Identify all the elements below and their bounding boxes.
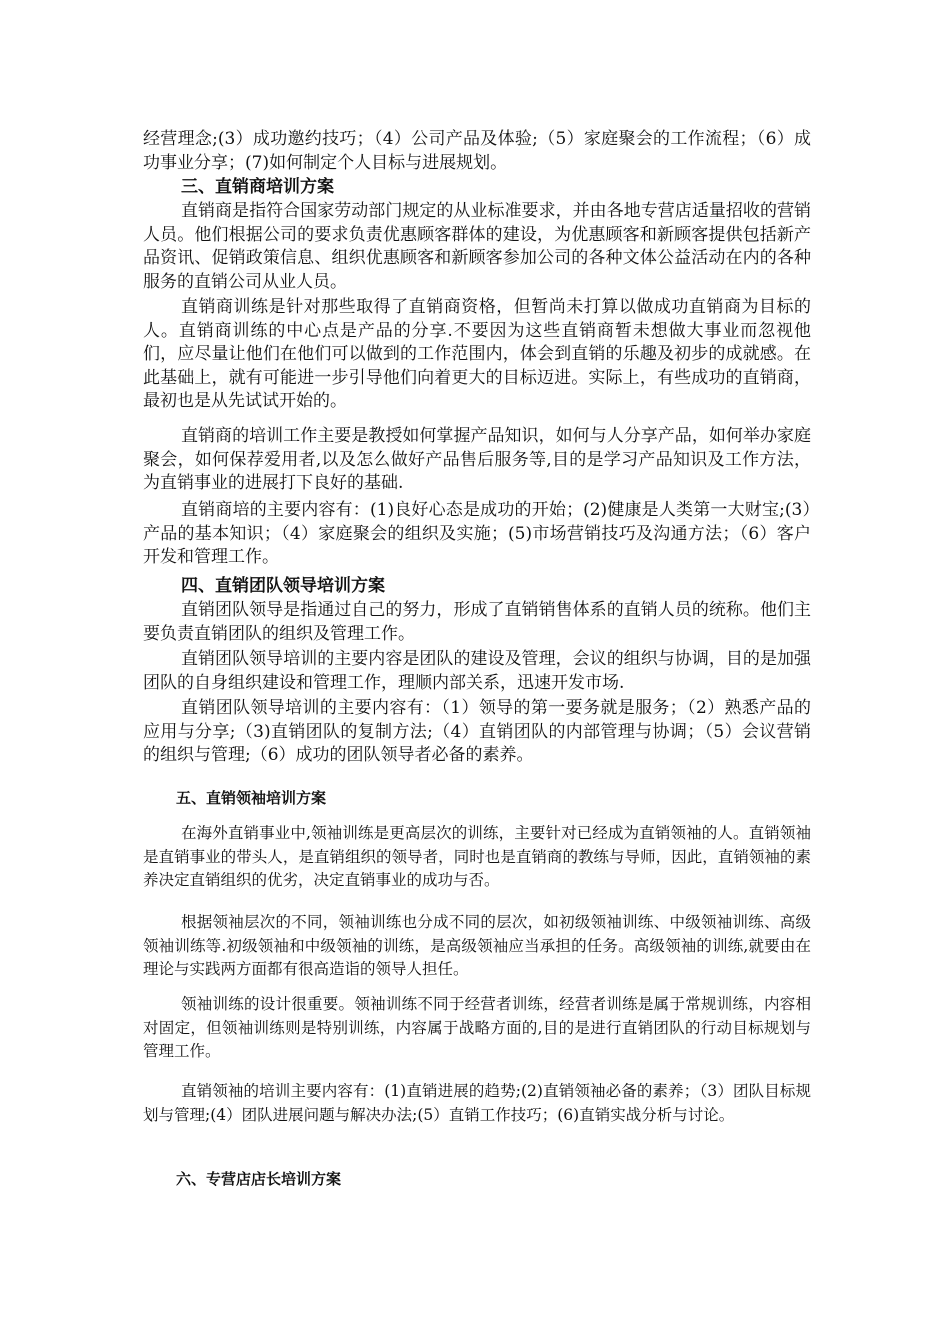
paragraph-distributor-training: 直销商训练是针对那些取得了直销商资格，但暂尚未打算以做成功直销商为目标的人。直销商训练的中心点是产品的分享.不要因为这些直销商暂未想做大事业而忽视他们，应尽量让他们在他们可以做到的工作范围内，体会到直销的乐趣及初步的成就感。在此基础上，就有可能进一步引导他们向着更大的目标迈进。实际上，有些成功的直销商，最初也是从先试试开始的。 [143, 297, 811, 411]
paragraph-team-leader-definition: 直销团队领导是指通过自己的努力，形成了直销销售体系的直销人员的统称。他们主要负责直销团队的组织及管理工作。 [143, 600, 811, 644]
heading-section-3: 三、直销商培训方案 [181, 177, 334, 197]
heading-section-6: 六、专营店店长培训方案 [176, 1170, 342, 1188]
paragraph-leader-design: 领袖训练的设计很重要。领袖训练不同于经营者训练，经营者训练是属于常规训练，内容相对固定，但领袖训练则是特别训练，内容属于战略方面的,目的是进行直销团队的行动目标规划与管理工作。 [143, 995, 811, 1060]
paragraph-leader-levels: 根据领袖层次的不同，领袖训练也分成不同的层次，如初级领袖训练、中级领袖训练、高级领袖训练等.初级领袖和中级领袖的训练，是高级领袖应当承担的任务。高级领袖的训练,就要由在理论与实践两方面都有很高造诣的领导人担任。 [143, 913, 811, 978]
paragraph-distributor-work: 直销商的培训工作主要是教授如何掌握产品知识，如何与人分享产品，如何举办家庭聚会，如何保荐爱用者,以及怎么做好产品售后服务等,目的是学习产品知识及工作方法，为直销事业的进展打下良好的基础. [143, 426, 811, 493]
heading-section-5: 五、直销领袖培训方案 [176, 789, 327, 807]
paragraph-team-leader-training: 直销团队领导培训的主要内容是团队的建设及管理，会议的组织与协调，目的是加强团队的自身组织建设和管理工作，理顺内部关系，迅速开发市场. [143, 649, 811, 693]
paragraph-distributor-definition: 直销商是指符合国家劳动部门规定的从业标准要求，并由各地专营店适量招收的营销人员。他们根据公司的要求负责优惠顾客群体的建设，为优惠顾客和新顾客提供包括新产品资讯、促销政策信息、组织优惠顾客和新顾客参加公司的各种文体公益活动在内的各种服务的直销公司从业人员。 [143, 201, 811, 292]
paragraph-intro-continued: 经营理念;(3）成功邀约技巧；（4）公司产品及体验;（5）家庭聚会的工作流程；（6）成功事业分享；(7)如何制定个人目标与进展规划。 [143, 129, 811, 173]
paragraph-distributor-content: 直销商培的主要内容有：(1)良好心态是成功的开始；(2)健康是人类第一大财宝;(3）产品的基本知识；（4）家庭聚会的组织及实施；(5)市场营销技巧及沟通方法；（6）客户开发和管理工作。 [143, 500, 811, 567]
paragraph-leader-overseas: 在海外直销事业中,领袖训练是更高层次的训练，主要针对已经成为直销领袖的人。直销领袖是直销事业的带头人，是直销组织的领导者，同时也是直销商的教练与导师，因此，直销领袖的素养决定直销组织的优劣，决定直销事业的成功与否。 [143, 824, 811, 889]
heading-section-4: 四、直销团队领导培训方案 [181, 576, 385, 596]
paragraph-team-leader-content: 直销团队领导培训的主要内容有：（1）领导的第一要务就是服务；（2）熟悉产品的应用与分享;（3)直销团队的复制方法;（4）直销团队的内部管理与协调；（5）会议营销的组织与管理;（6）成功的团队领导者必备的素养。 [143, 698, 811, 765]
paragraph-leader-content: 直销领袖的培训主要内容有：(1)直销进展的趋势;(2)直销领袖必备的素养；（3）团队目标规划与管理;(4）团队进展问题与解决办法;(5）直销工作技巧；(6)直销实战分析与讨论。 [143, 1082, 811, 1124]
